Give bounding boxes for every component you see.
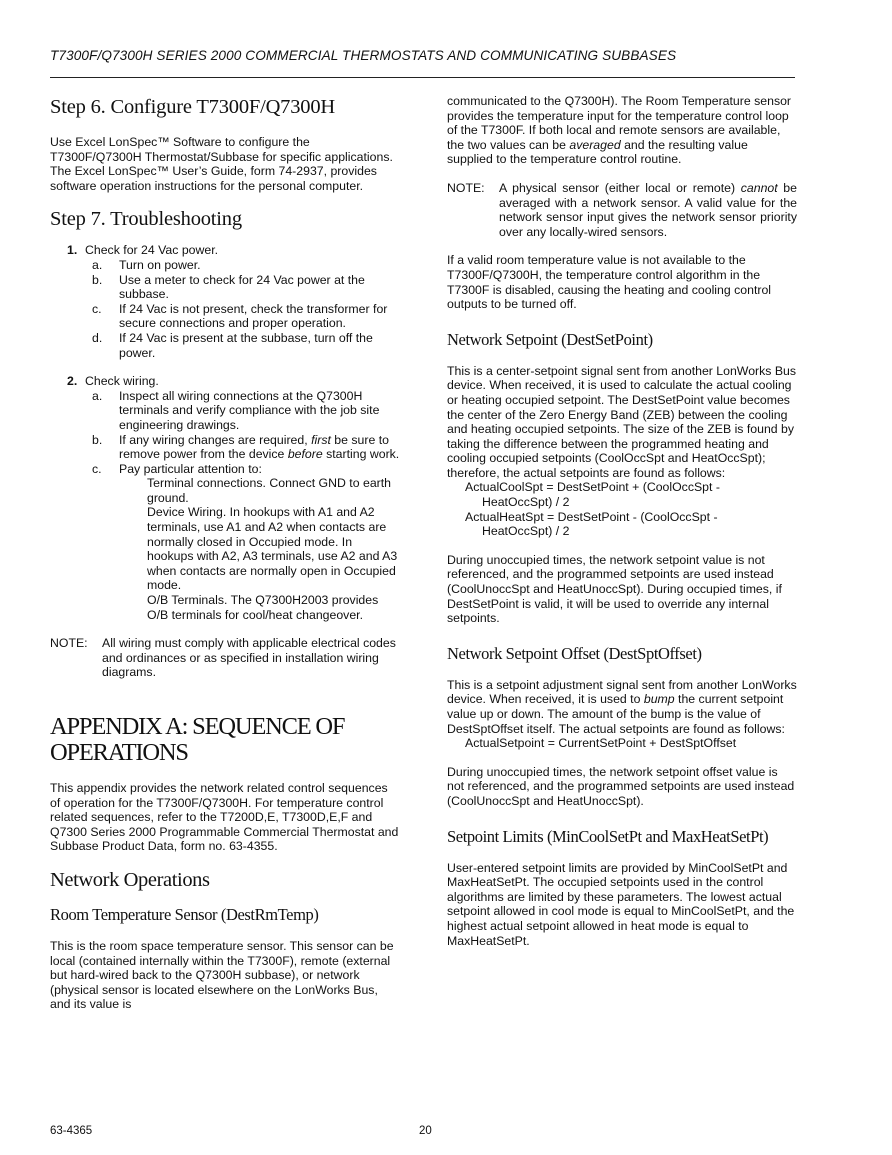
- step6-heading: Step 6. Configure T7300F/Q7300H: [50, 96, 335, 118]
- list-subitem: [50, 389, 400, 433]
- setpoint-offset-paragraph: This is a setpoint adjustment signal sent from another LonWorks device. When received, it is used to bump the current setpoint value up or down. The amount of the bump is the value of DestSptOffset itself. The actual setpoints are found as follows:: [447, 677, 797, 736]
- running-header: T7300F/Q7300H SERIES 2000 COMMERCIAL THERMOSTATS AND COMMUNICATING SUBBASES: [50, 48, 677, 63]
- list-item-2: [50, 374, 400, 389]
- subitem-letter: d.: [92, 330, 103, 345]
- list-subitem: [50, 273, 400, 302]
- appendix-paragraph: This appendix provides the network related control sequences of operation for the T7300F/Q7300H. For temperature control related sequences, refer to the T7200D,E, T7300D,E,F and Q7300 Series 2000 Programmable Commercial Thermostat and Subbase Product Data, form no. 63-4355.: [50, 781, 399, 854]
- subitem-letter: c.: [92, 301, 102, 316]
- header-rule: [50, 77, 795, 78]
- right-column: [447, 94, 797, 962]
- invalid-temperature-paragraph: If a valid room temperature value is not available to the T7300F/Q7300H, the temperature control algorithm in the T7300F is disabled, causing the heating and cooling control outputs to be turned off.: [447, 253, 772, 312]
- subitem-text: Turn on power.: [119, 257, 201, 272]
- note-label: NOTE:: [50, 636, 88, 651]
- subitem-letter: b.: [92, 272, 103, 287]
- note-text: A physical sensor (either local or remote) cannot be averaged with a network sensor. A valid value for the network sensor input gives the network sensor priority over any locally-wired sensors.: [499, 180, 797, 239]
- list-item-text: Check wiring.: [85, 374, 159, 389]
- sensor-note: [447, 181, 797, 239]
- list-number: 1.: [67, 243, 78, 258]
- list-subitem: [50, 302, 400, 331]
- wiring-detail: Device Wiring. In hookups with A1 and A2 terminals, use A1 and A2 when contacts are normally closed in Occupied mode. In hookups with A2, A3 terminals, use A2 and A3 when contacts are normally open in Occupied mode.: [147, 505, 398, 593]
- list-subitem: [50, 331, 400, 360]
- subitem-text: If 24 Vac is not present, check the transformer for secure connections and proper operation.: [119, 301, 388, 331]
- subitem-text: Use a meter to check for 24 Vac power at the subbase.: [119, 272, 365, 302]
- list-number: 2.: [67, 374, 78, 389]
- list-item-1: [50, 243, 400, 258]
- unoccupied-setpoint-paragraph: During unoccupied times, the network setpoint value is not referenced, and the programmed setpoints are used instead (CoolUnoccSpt and HeatUnoccSpt). During occupied times, if DestSetPoint is valid, it will be used to override any internal setpoints.: [447, 552, 782, 626]
- subitem-letter: c.: [92, 461, 102, 476]
- note-label: NOTE:: [447, 180, 485, 195]
- list-subitem: [50, 433, 400, 462]
- left-column: [50, 92, 400, 1026]
- subitem-text: If any wiring changes are required, first be sure to remove power from the device before starting work.: [119, 432, 400, 462]
- note-text: All wiring must comply with applicable electrical codes and ordinances or as specified in installation wiring diagrams.: [102, 636, 396, 680]
- list-subitem: [50, 462, 400, 477]
- step7-heading: Step 7. Troubleshooting: [50, 208, 242, 231]
- subitem-text: Inspect all wiring connections at the Q7300H terminals and verify compliance with the job site engineering drawings.: [119, 388, 380, 432]
- troubleshooting-list: [50, 243, 400, 622]
- step6-paragraph: Use Excel LonSpec™ Software to configure the T7300F/Q7300H Thermostat/Subbase for specific applications. The Excel LonSpec™ User’s Guide, form 74-2937, provides software operation instructions for the personal computer.: [50, 135, 393, 193]
- subitem-letter: a.: [92, 257, 103, 272]
- offset-formula: ActualSetpoint = CurrentSetPoint + DestSptOffset: [465, 736, 737, 751]
- formula-line: HeatOccSpt) / 2: [482, 495, 570, 510]
- network-setpoint-heading: Network Setpoint (DestSetPoint): [447, 329, 653, 349]
- setpoint-limits-paragraph: User-entered setpoint limits are provided by MinCoolSetPt and MaxHeatSetPt. The occupied setpoints used in the control algorithms are limited by these parameters. The lowest actual setpoint allowed in cool mode is equal to MinCoolSetPt, and the highest actual setpoint allowed in heat mode is equal to MaxHeatSetPt.: [447, 860, 795, 948]
- setpoint-limits-heading: Setpoint Limits (MinCoolSetPt and MaxHeatSetPt): [447, 826, 769, 846]
- setpoint-formulas: [447, 480, 797, 538]
- subitem-letter: b.: [92, 432, 103, 447]
- form-number: 63-4365: [50, 1125, 93, 1137]
- formula-line: ActualHeatSpt = DestSetPoint - (CoolOccSpt -: [465, 509, 718, 524]
- formula-line: ActualCoolSpt = DestSetPoint + (CoolOccSpt -: [465, 480, 720, 495]
- appendix-heading: APPENDIX A: SEQUENCE OF OPERATIONS: [50, 713, 345, 766]
- wiring-detail: Terminal connections. Connect GND to earth ground.: [147, 476, 392, 505]
- subitem-text: If 24 Vac is present at the subbase, turn off the power.: [119, 330, 373, 360]
- wiring-note: [50, 636, 400, 680]
- room-temperature-paragraph: This is the room space temperature sensor. This sensor can be local (contained internally within the T7300F), remote (external but hard-wired back to the Q7300H subbase), or network (physical sensor is located elsewhere on the LonWorks Bus, and its value is: [50, 938, 394, 1012]
- room-temperature-continued: communicated to the Q7300H). The Room Temperature sensor provides the temperature input for the temperature control loop of the T7300F. If both local and remote sensors are available, the two values can be averaged and the resulting value supplied to the temperature control routine.: [447, 94, 792, 167]
- page-number: 20: [419, 1125, 432, 1137]
- network-setpoint-paragraph: This is a center-setpoint signal sent from another LonWorks Bus device. When received, it is used to calculate the actual cooling or heating occupied setpoint. The DestSetPoint value becomes the center of the Zero Energy Band (ZEB) between the cooling and heating occupied setpoints. The size of the ZEB is found by taking the difference between the programmed heating and cooling occupied setpoints (CoolOccSpt and HeatOccSpt); therefore, the actual setpoints are found as follows:: [447, 363, 797, 480]
- unoccupied-offset-paragraph: During unoccupied times, the network setpoint offset value is not referenced, and the programmed setpoints are used instead (CoolUnoccSpt and HeatUnoccSpt).: [447, 764, 795, 808]
- list-subitem: [50, 258, 400, 273]
- wiring-detail: O/B Terminals. The Q7300H2003 provides O/B terminals for cool/heat changeover.: [147, 593, 379, 622]
- formula-line: HeatOccSpt) / 2: [482, 524, 570, 539]
- room-temperature-heading: Room Temperature Sensor (DestRmTemp): [50, 904, 319, 924]
- subitem-text: Pay particular attention to:: [119, 461, 262, 476]
- subitem-letter: a.: [92, 388, 103, 403]
- setpoint-offset-heading: Network Setpoint Offset (DestSptOffset): [447, 643, 702, 663]
- list-item-text: Check for 24 Vac power.: [85, 243, 219, 258]
- network-operations-heading: Network Operations: [50, 868, 210, 891]
